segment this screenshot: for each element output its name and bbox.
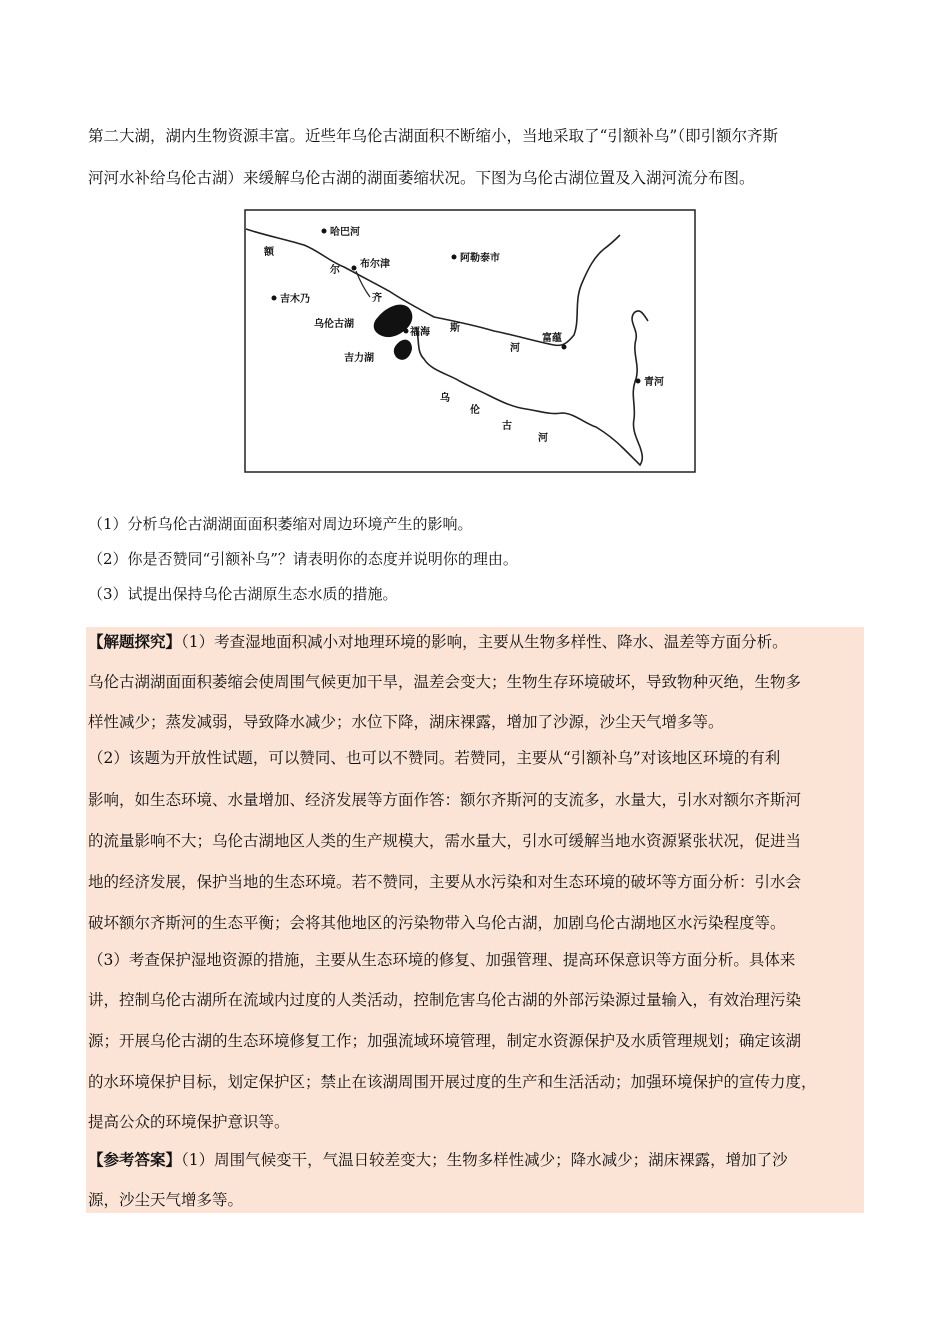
analysis-p1-l3: 样性减少；蒸发减弱，导致降水减少；水位下降，湖床裸露，增加了沙源，沙尘天气增多等。: [88, 713, 724, 731]
label-e: 额: [264, 247, 274, 258]
aletai-dot: [452, 255, 457, 260]
lake-location-map: [244, 209, 696, 473]
question-3: （3）试提出保持乌伦古湖原生态水质的措施。: [88, 585, 398, 603]
question-1: （1）分析乌伦古湖湖面面积萎缩对周边环境产生的影响。: [88, 515, 473, 533]
label-fuhai: 福海: [410, 327, 430, 338]
label-jililu: 吉力湖: [344, 353, 374, 364]
analysis-p2-l4: 地的经济发展，保护当地的生态环境。若不赞同，主要从水污染和对生态环境的破坏等方面分析：引水会: [88, 873, 802, 891]
label-gu: 古: [502, 421, 512, 432]
analysis-p3-l5: 提高公众的环境保护意识等。: [88, 1113, 290, 1131]
label-wulungu-hu: 乌伦古湖: [314, 319, 354, 330]
label-aletai: 阿勒泰市: [460, 253, 500, 264]
analysis-p3-l3: 源；开展乌伦古湖的生态环境修复工作；加强流域环境管理，制定水资源保护及水质管理规划；确定该湖: [88, 1032, 802, 1050]
fuyun-dot: [562, 345, 567, 350]
label-he-2: 河: [538, 433, 548, 444]
label-fuyun: 富蕴: [542, 333, 562, 344]
label-qi: 齐: [372, 293, 382, 304]
qinghe-dot: [636, 379, 641, 384]
label-er: 尔: [330, 265, 340, 276]
analysis-p2-l5: 破坏额尔齐斯河的生态平衡；会将其他地区的污染物带入乌伦古湖，加剧乌伦古湖地区水污染程度等。: [88, 914, 786, 932]
label-jimunai: 吉木乃: [280, 294, 310, 305]
label-qinghe: 青河: [644, 377, 664, 388]
label-lun: 伦: [470, 405, 480, 416]
label-buerjin: 布尔津: [360, 259, 390, 270]
label-si: 斯: [450, 323, 460, 334]
fuhai-dot: [404, 329, 409, 334]
analysis-p2-l2: 影响，如生态环境、水量增加、经济发展等方面作答：额尔齐斯河的支流多，水量大，引水对额尔齐斯河: [88, 791, 802, 809]
answer-heading: 【参考答案】: [88, 1150, 182, 1169]
analysis-p1-l1: （1）考查湿地面积减小对地理环境的影响，主要从生物多样性、降水、温差等方面分析。: [181, 633, 788, 651]
intro-line-1: 第二大湖，湖内生物资源丰富。近些年乌伦古湖面积不断缩小，当地采取了“引额补乌”（即引额尔齐斯: [88, 127, 779, 145]
answer-l2: 源，沙尘天气增多等。: [88, 1191, 244, 1209]
analysis-p2-l1: （2）该题为开放性试题，可以赞同、也可以不赞同。若赞同，主要从“引额补乌”对该地区环境的有利: [88, 749, 781, 767]
buerjin-dot: [352, 266, 357, 271]
habahe-dot: [322, 229, 327, 234]
label-wu: 乌: [440, 393, 450, 404]
analysis-p1-l2: 乌伦古湖湖面面积萎缩会使周围气候更加干旱，温差会变大；生物生存环境破坏，导致物种灭绝，生物多: [88, 673, 802, 691]
analysis-line-1: [88, 627, 864, 657]
answer-l1: （1）周围气候变干，气温日较差变大；生物多样性减少；降水减少；湖床裸露，增加了沙: [181, 1151, 788, 1169]
analysis-p3-l2: 讲，控制乌伦古湖所在流域内过度的人类活动，控制危害乌伦古湖的外部污染源过量输入，有效治理污染: [88, 991, 802, 1009]
analysis-p2-l3: 的流量影响不大；乌伦古湖地区人类的生产规模大，需水量大，引水可缓解当地水资源紧张状况，促进当: [88, 832, 802, 850]
analysis-p3-l4: 的水环境保护目标，划定保护区；禁止在该湖周围开展过度的生产和生活活动；加强环境保护的宣传力度，: [88, 1073, 817, 1091]
question-2: （2）你是否赞同“引额补乌”？请表明你的态度并说明你的理由。: [88, 550, 518, 568]
label-he-1: 河: [510, 343, 520, 354]
intro-line-2: 河河水补给乌伦古湖）来缓解乌伦古湖的湖面萎缩状况。下图为乌伦古湖位置及入湖河流分布图。: [88, 169, 755, 187]
jimunai-dot: [272, 296, 277, 301]
label-habahe: 哈巴河: [330, 227, 360, 238]
answer-line-1: [88, 1145, 864, 1175]
analysis-heading: 【解题探究】: [88, 632, 182, 651]
analysis-p3-l1: （3）考查保护湿地资源的措施，主要从生态环境的修复、加强管理、提高环保意识等方面分析。具体来: [88, 951, 796, 969]
